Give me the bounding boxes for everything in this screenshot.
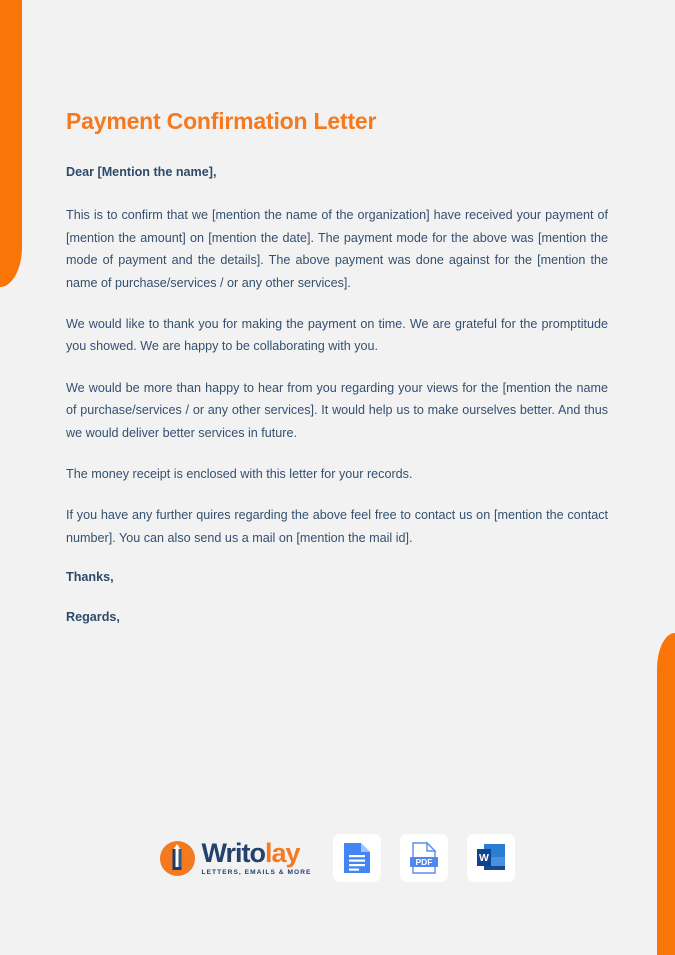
download-format-list <box>333 834 515 882</box>
salutation: Dear [Mention the name], <box>66 165 217 180</box>
decorative-bar-left <box>0 0 22 287</box>
brand-tagline: LETTERS, EMAILS & MORE <box>201 868 312 876</box>
word-file-icon <box>475 842 507 874</box>
signature-line: Regards, <box>66 610 120 625</box>
svg-text:W: W <box>479 852 490 864</box>
brand-name-part-one: Writo <box>201 837 266 868</box>
body-paragraph: If you have any further quires regarding the above feel free to contact us on [mention the contact number]. You can also send us a mail on [mention the mail id]. <box>66 508 608 545</box>
google-docs-icon <box>342 841 372 875</box>
brand-logo[interactable] <box>160 837 312 877</box>
closing-line: Thanks, <box>66 570 114 585</box>
brand-name <box>201 837 312 868</box>
pdf-download[interactable] <box>400 834 448 882</box>
letter-content <box>66 108 608 627</box>
body-paragraph: The money receipt is enclosed with this letter for your records. <box>66 466 413 481</box>
svg-text:PDF: PDF <box>415 857 433 867</box>
page-title: Payment Confirmation Letter <box>66 108 377 134</box>
word-download[interactable] <box>467 834 515 882</box>
pencil-in-circle-icon <box>160 841 195 876</box>
brand-name-part-two: lay <box>265 837 300 868</box>
pdf-file-icon <box>409 841 439 875</box>
decorative-bar-right <box>657 633 675 955</box>
body-paragraph: We would like to thank you for making the payment on time. We are grateful for the promptitude you showed. We are happy to be collaborating with you. <box>66 316 608 354</box>
doc-download[interactable] <box>333 834 381 882</box>
body-paragraph: This is to confirm that we [mention the name of the organization] have received your payment of [mention the amount] on [mention the date]. The payment mode for the above was [mention the mode of payment and the details]. The above payment was done against for the [mention the name of purchase/services / or any other services]. <box>66 208 608 290</box>
body-paragraph: We would be more than happy to hear from you regarding your views for the [mention the name of purchase/services / or any other services]. It would help us to make ourselves better. And thus we would deliver better services in future. <box>66 380 608 440</box>
footer <box>0 834 675 882</box>
